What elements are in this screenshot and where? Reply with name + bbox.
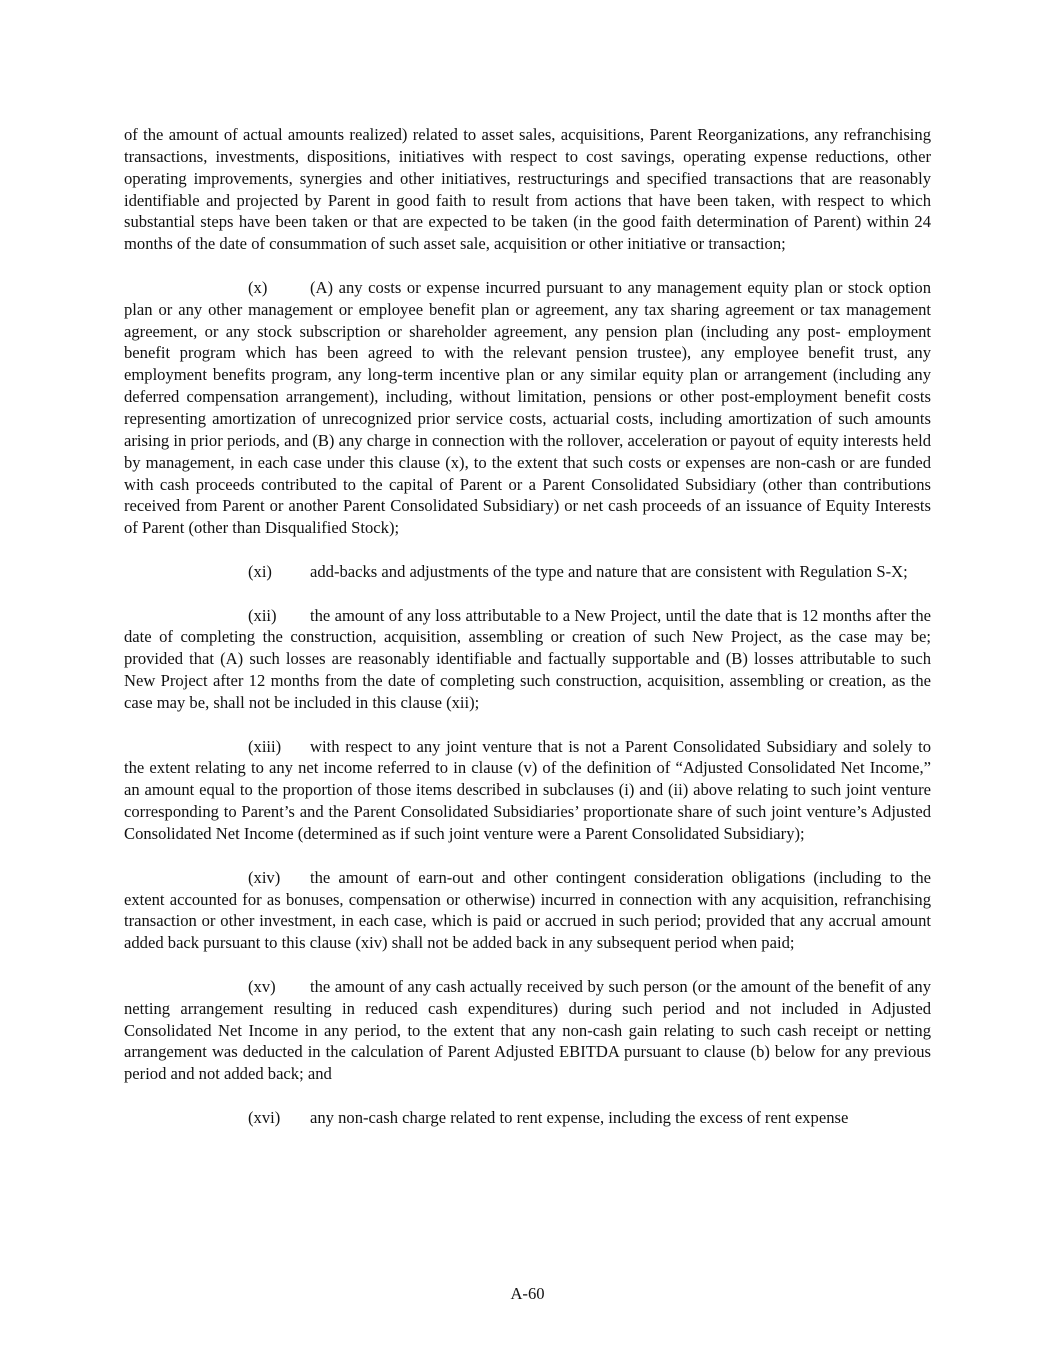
paragraph-clause-x bbox=[124, 277, 931, 539]
clause-text: add-backs and adjustments of the type and nature that are consistent with Regulation S-X; bbox=[310, 561, 908, 581]
clause-number: (xi) bbox=[248, 561, 272, 581]
clause-text: the amount of earn-out and other contingent consideration obligations (including to the extent accounted for as bonuses, compensation or otherwise) incurred in connection with any acquisition, refranchising transaction or other investment, in each case, which is paid or accrued in such period; provided that any accrual amount added back pursuant to this clause (xiv) shall not be added back in any subsequent period when paid; bbox=[124, 867, 931, 953]
clause-text: any non-cash charge related to rent expense, including the excess of rent expense bbox=[310, 1107, 849, 1127]
clause-number: (xv) bbox=[248, 976, 276, 996]
clause-number: (xiv) bbox=[248, 867, 281, 887]
clause-number: (x) bbox=[248, 277, 268, 297]
page-number: A-60 bbox=[510, 1284, 545, 1303]
clause-number: (xii) bbox=[248, 605, 277, 625]
paragraph-continuation: of the amount of actual amounts realized) related to asset sales, acquisitions, Parent Reorganizations, any refranchising transactions, investments, dispositions, initiatives with respect to cost savings, operating expense reductions, other operating improvements, synergies and other initiatives, restructurings and specified transactions that are reasonably identifiable and projected by Parent in good faith to result from actions that have been taken, with respect to which substantial steps have been taken or that are expected to be taken (in the good faith determination of Parent) within 24 months of the date of consummation of such asset sale, acquisition or other initiative or transaction; bbox=[124, 125, 931, 254]
clause-text: with respect to any joint venture that is not a Parent Consolidated Subsidiary and solely to the extent relating to any net income referred to in clause (v) of the definition of “Adjusted Consolidated Net Income,” an amount equal to the proportion of those items described in subclauses (i) and (ii) above relating to such joint venture corresponding to Parent’s and the Parent Consolidated Subsidiaries’ proportionate share of such joint venture’s Adjusted Consolidated Net Income (determined as if such joint venture were a Parent Consolidated Subsidiary); bbox=[124, 736, 931, 843]
clause-text: the amount of any cash actually received by such person (or the amount of the benefit of any netting arrangement resulting in reduced cash expenditures) during such period and not included in Adjusted Consolidated Net Income in any period, to the extent that any non-cash gain relating to such cash receipt or netting arrangement was deducted in the calculation of Parent Adjusted EBITDA pursuant to clause (b) below for any previous period and not added back; and bbox=[124, 976, 931, 1084]
paragraph-clause-xv bbox=[124, 976, 931, 1085]
paragraph-clause-xii bbox=[124, 605, 931, 714]
clause-text: the amount of any loss attributable to a New Project, until the date that is 12 months after the date of completing the construction, acquisition, assembling or creation of such New Project, as the case may be; provided that (A) such losses are reasonably identifiable and factually supportable and (B) losses attributable to such New Project after 12 months from the date of completing such construction, acquisition, assembling or creation, as the case may be, shall not be included in this clause (xii); bbox=[124, 605, 931, 712]
clause-number: (xvi) bbox=[248, 1107, 281, 1127]
paragraph-clause-xiii bbox=[124, 736, 931, 845]
clause-number: (xiii) bbox=[248, 736, 282, 756]
paragraph-clause-xi bbox=[124, 561, 931, 583]
clause-text: (A) any costs or expense incurred pursuant to any management equity plan or stock option plan or any other management or employee benefit plan or agreement, any tax sharing agreement or tax management agreement, or any stock subscription or shareholder agreement, any pension plan (including any post- employment benefit program which has been agreed to with the relevant pension trustee), any employee benefit trust, any employment benefits program, any long-term incentive plan or any similar equity plan or arrangement (including any deferred compensation arrangement), including, without limitation, pensions or other post-employment benefit costs representing amortization of unrecognized prior service costs, actuarial costs, including amortization of such amounts arising in prior periods, and (B) any charge in connection with the rollover, acceleration or payout of equity interests held by management, in each case under this clause (x), to the extent that such costs or expenses are non-cash or are funded with cash proceeds contributed to the capital of Parent or a Parent Consolidated Subsidiary (other than contributions received from Parent or another Parent Consolidated Subsidiary) or net cash proceeds of an issuance of Equity Interests of Parent (other than Disqualified Stock); bbox=[124, 277, 931, 538]
paragraph-clause-xvi bbox=[124, 1107, 931, 1129]
paragraph-clause-xiv bbox=[124, 867, 931, 954]
document-page bbox=[124, 124, 931, 1129]
